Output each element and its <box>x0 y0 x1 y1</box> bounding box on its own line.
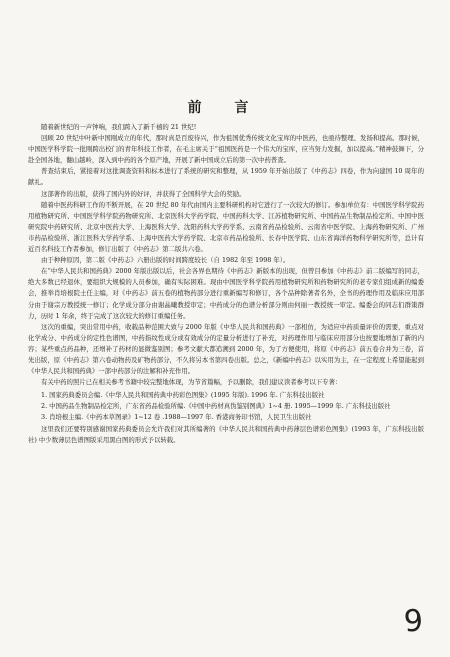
acknowledgement: 这里我们还要特别感谢国家药典委员会允许我们对其所编著的《中华人民共和国药典中药薄层色谱彩色图集》(1993 年，广东科技出版社) 中少数薄层色谱图版采用黑白图的形式予以转载。 <box>28 424 424 444</box>
paragraph-1: 随着新世纪的一声钟响，我们跨入了新千禧的 21 世纪! <box>41 123 197 131</box>
body-text <box>28 122 424 446</box>
paragraph-2: 回顾 20 世纪中叶新中国刚成立的年代，那时真是百废待兴，作为祖国优秀传统文化宝库的中医药，也亟待整理、发扬和提高。那时候，中国医学科学院一批刚跨出校门的青年科技工作者，在毛主席关于“祖国医药是一个伟大的宝库，应当努力发掘，加以提高。”精神鼓舞下，分赴全国各地，翻山越岭，深入到中药的各个原产地，开展了新中国成立后的第一次中药普查。 <box>28 134 424 165</box>
paragraph-6: 由于种种原因，第二版《中药志》六册出版的时间跨度较长（自 1982 年至 1998 年）。 <box>41 256 290 265</box>
reference-1: 1. 国家药典委员会编.《中华人民共和国药典中药彩色图集》(1995 年版). 1996 年. 广东科技出版社 <box>41 391 325 400</box>
paragraph-9: 有关中药的照片已在相关参考书籍中较完整地体现，为节省篇幅，予以删除，我们建议读者参考以下专著： <box>41 378 342 387</box>
paragraph-5: 随着中医药科研工作的不断开展，在 20 世纪 80 年代由国内主要科研机构对它进行了一次较大的修订。参加单位有：中国医学科学院药用植物研究所、中国医学科学院药物研究所、北京医科大学药学院、中国药科大学、江苏植物研究所、中国药品生物制品检定所、中国中医研究院中药研究所、北京中医药大学、上海医科大学、沈阳药科大学药学系、云南省药品检验所、云南省中医学院、上海药物研究所、广州市药品检验所、浙江医科大学药学系、上海中医药大学药学院、北京市药品检验所、长春中医学院、山东省海洋药物科学研究所等，总计有近百名科技工作者参加，修订出版了《中药志》第二版共六卷。 <box>28 200 424 254</box>
reference-2: 2. 中国药品生物制品检定所，广东省药品检验所编.《中国中药材真伪鉴别图典》1~4 册. 1995—1999 年. 广东科技出版社 <box>41 402 391 411</box>
paragraph-8: 这次的重编，突出常用中药，收载品种范围大致与 2000 年版《中华人民共和国药典》一部相仿，为适应中药质量评价的需要，重点对化学成分、中药成分的定性色谱图，中药指纹性成分或有效成分的定量分析进行了补充，对药理作用与临床应用部分也按要地增加了新的内容；某些重点药品种，还增补了药材的显微鉴别图；参考文献大都追溯到 2000 年，为了方便使用，将原《中药志》前五卷合并为三卷，首先出版，原《中药志》第六卷动物药及矿物药部分，不久将另本书第四卷出版。总之，《新编中药志》以实用为主，在一定程度上希望能起到《中华人民共和国药典》一部中药部分的注解和补充作用。 <box>28 322 424 376</box>
page-title: 前 言 <box>187 100 263 116</box>
paragraph-4: 这部著作的出版，获得了国内外的好评，并获得了全国科学大会的奖励。 <box>41 189 246 198</box>
reference-3: 3. 肖培根主编.《中药本草图录》1~12 卷 .1988—1997 年. 香港商务印书馆，人民卫生出版社 <box>41 413 312 422</box>
handwritten-page-number: 9 <box>402 603 425 640</box>
paragraph-7: 在“中华人民共和国药典》2000 年版出版以后，社会各界也期待《中药志》新版本的出现，但曾目参加《中药志》前二版编写的同志，绝大多数已经退休，要组织大规模的人员参加，确有实际困难。现由中国医学科学院药用植物研究所和药物研究所的老专家们组成新的编委会，推举肖培根院士任主编，对《中药志》前五卷的植物药部分进行重新编写和修订，各个品种除著者名外，全书的药理作用及临床应用部分由于谢宗万教授统一修订；化学成分部分由谢晶曦教授审定；中药成分的色谱分析部分则由何丽一教授统一审定。编委会的同志们群策群力，历时 1 年余，终于完成了这次较大的修订重编任务。 <box>28 267 424 320</box>
paragraph-3: 普查结束后，紧接着对这批调查资料和标本进行了系统的研究和整理，从 1959 年开始出版了《中药志》四卷，作为向建国 10 周年的献礼。 <box>28 167 424 187</box>
